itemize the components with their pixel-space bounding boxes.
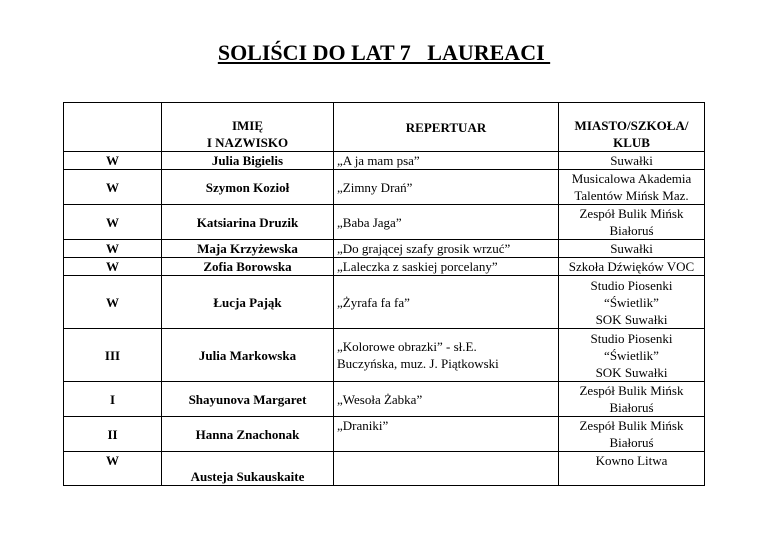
repertuar-cell xyxy=(334,205,559,240)
city-cell-line: “Świetlik” xyxy=(604,294,659,310)
table-row xyxy=(64,329,705,382)
city-cell xyxy=(559,329,705,382)
table-row xyxy=(64,170,705,205)
city-cell-line: Suwałki xyxy=(610,241,653,256)
repertuar-cell-line: „Laleczka z saskiej porcelany” xyxy=(337,259,498,274)
repertuar-cell-line: „Draniki” xyxy=(337,418,389,433)
place-cell: W xyxy=(64,240,162,258)
repertuar-cell-line: „Zimny Drań” xyxy=(337,179,413,195)
header-repertuar: REPERTUAR xyxy=(334,103,559,152)
city-cell xyxy=(559,205,705,240)
table-row xyxy=(64,258,705,276)
laureates-table xyxy=(63,102,705,486)
repertuar-cell xyxy=(334,382,559,417)
header-city-line-1: MIASTO/SZKOŁA/ xyxy=(574,118,689,133)
name-cell: Szymon Kozioł xyxy=(162,170,334,205)
city-cell xyxy=(559,170,705,205)
table-row xyxy=(64,240,705,258)
repertuar-cell xyxy=(334,170,559,205)
header-city-line-2: KLUB xyxy=(613,135,650,150)
place-cell: II xyxy=(64,417,162,452)
city-cell xyxy=(559,417,705,452)
city-cell xyxy=(559,258,705,276)
place-cell: W xyxy=(64,170,162,205)
city-cell xyxy=(559,452,705,486)
table-row xyxy=(64,152,705,170)
name-cell: Julia Markowska xyxy=(162,329,334,382)
city-cell-line: Studio Piosenki xyxy=(590,330,673,346)
city-cell-line: SOK Suwałki xyxy=(595,311,668,327)
name-cell: Shayunova Margaret xyxy=(162,382,334,417)
place-cell: I xyxy=(64,382,162,417)
header-city xyxy=(559,103,705,152)
repertuar-cell-line: „Kolorowe obrazki” - sł.E. xyxy=(337,339,477,354)
place-cell: W xyxy=(64,205,162,240)
city-cell-line: Zespół Bulik Mińsk xyxy=(579,206,684,221)
city-cell xyxy=(559,152,705,170)
city-cell-line: “Świetlik” xyxy=(604,347,659,363)
header-name-line-2: I NAZWISKO xyxy=(206,135,289,150)
repertuar-cell xyxy=(334,152,559,170)
repertuar-cell xyxy=(334,417,559,452)
table-row xyxy=(64,417,705,452)
name-cell: Katsiarina Druzik xyxy=(162,205,334,240)
repertuar-cell-line: „Baba Jaga” xyxy=(337,214,402,230)
table-header-row xyxy=(64,103,705,152)
city-cell-line: Białoruś xyxy=(609,400,654,415)
place-cell: W xyxy=(64,152,162,170)
city-cell xyxy=(559,276,705,329)
repertuar-cell xyxy=(334,452,559,486)
page-title: SOLIŚCI DO LAT 7 LAUREACI xyxy=(217,40,551,65)
name-cell: Zofia Borowska xyxy=(162,258,334,276)
repertuar-cell-line: „A ja mam psa” xyxy=(337,153,420,168)
city-cell xyxy=(559,382,705,417)
city-cell-line: Studio Piosenki xyxy=(590,277,673,293)
place-cell: W xyxy=(64,452,162,486)
city-cell-line: Suwałki xyxy=(610,153,653,168)
repertuar-cell xyxy=(334,329,559,382)
place-cell: W xyxy=(64,258,162,276)
table-row xyxy=(64,452,705,486)
city-cell-line: Szkoła Dźwięków VOC xyxy=(568,259,695,274)
place-cell: III xyxy=(64,329,162,382)
repertuar-cell xyxy=(334,240,559,258)
name-cell: Maja Krzyżewska xyxy=(162,240,334,258)
repertuar-cell-line: „Do grającej szafy grosik wrzuć” xyxy=(337,241,511,256)
city-cell xyxy=(559,240,705,258)
repertuar-cell-line: „Wesoła Żabka” xyxy=(337,391,423,407)
city-cell-line: Kowno Litwa xyxy=(595,453,668,468)
name-cell: Julia Bigielis xyxy=(162,152,334,170)
city-cell-line: Zespół Bulik Mińsk xyxy=(579,418,684,433)
city-cell-line: Białoruś xyxy=(609,223,654,238)
repertuar-cell xyxy=(334,276,559,329)
header-name xyxy=(162,103,334,152)
city-cell-line: Musicalowa Akademia xyxy=(571,171,692,186)
header-name-line-1: IMIĘ xyxy=(231,118,264,133)
name-cell: Łucja Pająk xyxy=(162,276,334,329)
repertuar-cell xyxy=(334,258,559,276)
table-row xyxy=(64,205,705,240)
city-cell-line: Białoruś xyxy=(609,435,654,450)
place-cell: W xyxy=(64,276,162,329)
table-row xyxy=(64,382,705,417)
repertuar-cell-line: Buczyńska, muz. J. Piątkowski xyxy=(337,356,499,371)
repertuar-cell-line: „Żyrafa fa fa” xyxy=(337,294,410,310)
name-cell: Hanna Znachonak xyxy=(162,417,334,452)
name-cell: Austeja Sukauskaite xyxy=(162,452,334,486)
city-cell-line: Zespół Bulik Mińsk xyxy=(579,383,684,398)
table-row xyxy=(64,276,705,329)
city-cell-line: Talentów Mińsk Maz. xyxy=(574,188,689,203)
header-place xyxy=(64,103,162,152)
city-cell-line: SOK Suwałki xyxy=(595,364,668,380)
